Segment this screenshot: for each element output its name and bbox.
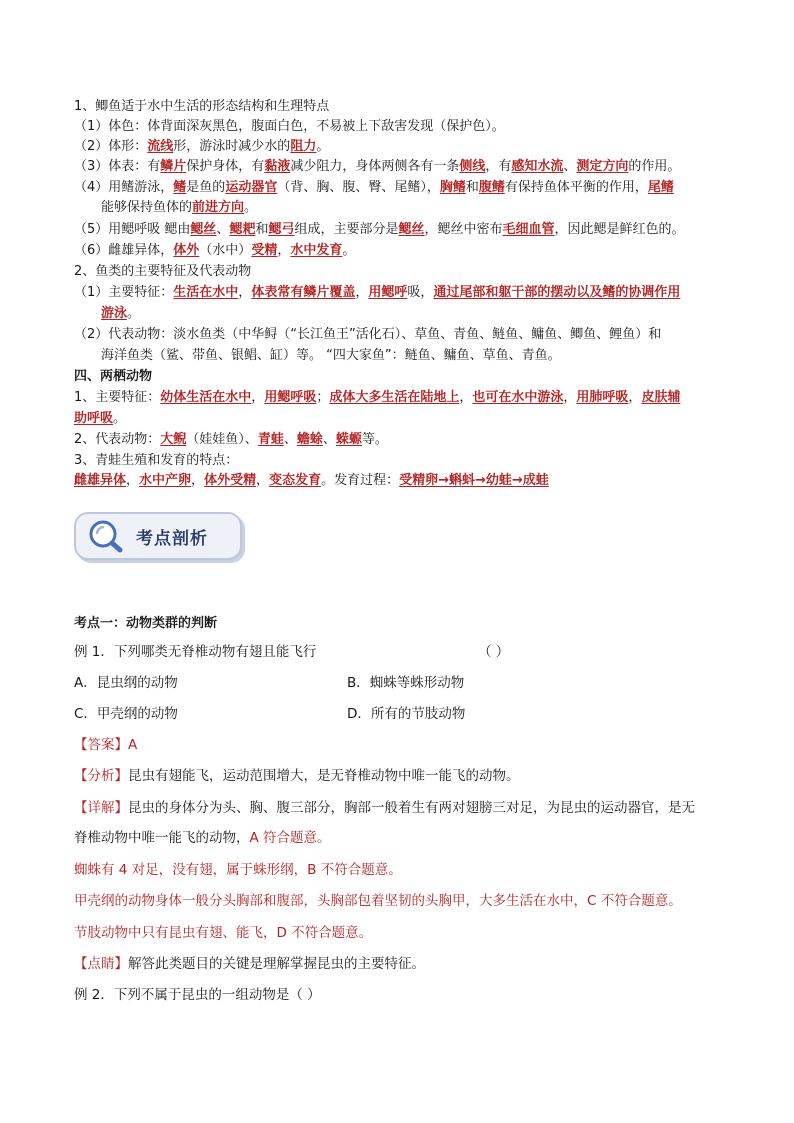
tip-line: 【点睛】解答此类题目的关键是理解掌握昆虫的主要特征。	[74, 956, 425, 972]
section-banner	[74, 512, 242, 562]
s4-line-features-cont: 助呼吸。	[74, 411, 127, 426]
s4-line-frog: 雌雄异体，水中产卵，体外受精，变态发育。发育过程：受精卵→蝌蚪→幼蛙→成蛙	[74, 473, 549, 488]
s4-line-features: 1、主要特征：幼体生活在水中，用鳃呼吸；成体大多生活在陆地上，也可在水中游泳，用肺呼吸，皮肤辅	[74, 390, 681, 405]
s2-line-examples-cont: 海洋鱼类（鲨、带鱼、银鲳、缸）等。 “四大家鱼”：鲢鱼、鳙鱼、草鱼、青鱼。	[101, 348, 561, 363]
analysis-line: 【分析】昆虫有翅能飞，运动范围增大，是无脊椎动物中唯一能飞的动物。	[74, 768, 520, 784]
s2-line-examples: （2）代表动物：淡水鱼类（中华鲟（“长江鱼王”活化石）、草鱼、青鱼、鲢鱼、鳙鱼、鲫鱼、鲤鱼）和	[74, 327, 662, 342]
s1-line-color: （1）体色：体背面深灰黑色，腹面白色，不易被上下敌害发现（保护色）。	[74, 119, 505, 134]
s2-line-features: （1）主要特征：生活在水中，体表常有鳞片覆盖，用鳃呼吸，通过尾部和躯干部的摆动以及鳍的协调作用	[74, 285, 681, 300]
option-a: A．昆虫纲的动物	[74, 675, 178, 691]
option-d: D．所有的节肢动物	[347, 706, 466, 722]
banner-title: 考点剖析	[136, 529, 208, 549]
s4-heading: 四、两栖动物	[74, 369, 153, 384]
s1-line-reproduction: （6）雌雄异体，体外（水中）受精，水中发育。	[74, 243, 356, 258]
detail-line-4: 甲壳纲的动物身体一般分头胸部和腹部，头胸部包着坚韧的头胸甲，大多生活在水中，C 不符合题意。	[74, 893, 682, 909]
question-1: 例 1．下列哪类无脊椎动物有翅且能飞行	[74, 644, 317, 660]
point-title: 考点一：动物类群的判断	[74, 616, 218, 631]
answer-tag: 【答案】	[74, 737, 128, 753]
s1-line-fins-cont: 能够保持鱼体的前进方向。	[101, 200, 258, 215]
s4-line-animals: 2、代表动物：大鲵（娃娃鱼）、青蛙、蟾蜍、蝾螈等。	[74, 432, 388, 447]
magnifier-icon	[88, 519, 124, 553]
s1-line-fins: （4）用鳍游泳，鳍是鱼的运动器官（背、胸、腹、臀、尾鳍），胸鳍和腹鳍有保持鱼体平衡的作用，尾鳍	[74, 180, 674, 195]
s1-heading: 1、鲫鱼适于水中生活的形态结构和生理特点	[74, 99, 330, 114]
s1-line-shape: （2）体形：流线形，游泳时减少水的阻力。	[74, 139, 330, 154]
detail-line-3: 蜘蛛有 4 对足，没有翅，属于蛛形纲，B 不符合题意。	[74, 862, 402, 878]
s4-line-frog-heading: 3、青蛙生殖和发育的特点：	[74, 453, 239, 468]
detail-line-1: 【详解】昆虫的身体分为头、胸、腹三部分，胸部一般着生有两对翅膀三对足，为昆虫的运动器官，是无	[74, 800, 695, 816]
answer-line	[74, 735, 137, 755]
option-c: C．甲壳纲的动物	[74, 706, 178, 722]
s1-line-surface: （3）体表：有鳞片保护身体，有黏液减少阻力，身体两侧各有一条侧线，有感知水流、测定方向的作用。	[74, 159, 681, 174]
option-b: B．蜘蛛等蛛形动物	[347, 675, 465, 691]
answer-value: A	[128, 737, 138, 753]
s1-line-gills: （5）用鳃呼吸 鳃由鳃丝、鳃耙和鳃弓组成，主要部分是鳃丝，鳃丝中密布毛细血管，因此鳃是鲜红色的。	[74, 222, 685, 237]
s2-line-features-cont: 游泳。	[101, 306, 141, 321]
question-2: 例 2．下列不属于昆虫的一组动物是（ ）	[74, 987, 321, 1003]
s2-heading: 2、鱼类的主要特征及代表动物	[74, 264, 252, 279]
question-1-blank: （ ）	[478, 644, 510, 660]
detail-line-5: 节肢动物中只有昆虫有翅、能飞，D 不符合题意。	[74, 925, 373, 941]
detail-line-2: 脊椎动物中唯一能飞的动物，A 符合题意。	[74, 830, 331, 846]
